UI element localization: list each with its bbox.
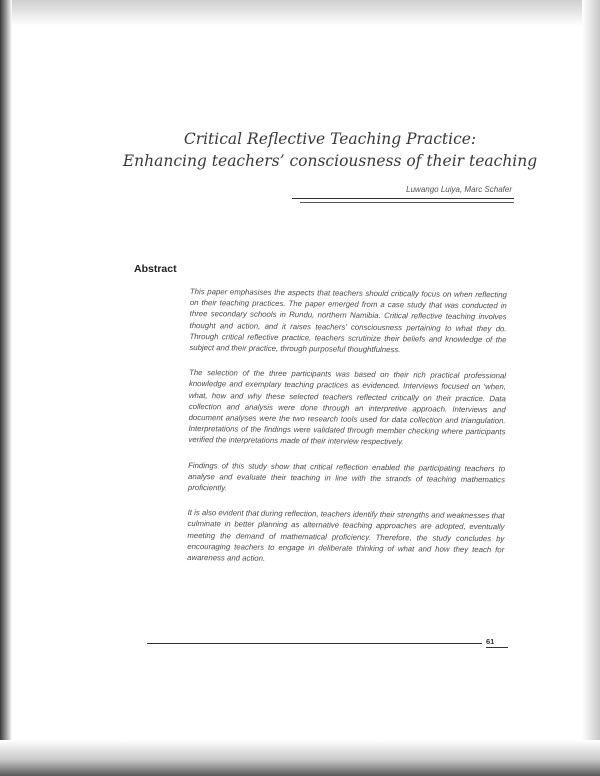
abstract-paragraph-3: Findings of this study show that critical reflection enabled the participating teachers to analyse and evaluate their teaching in line with the strands of teaching mathematics proficiently.: [187, 460, 506, 493]
author-line: Luwango Luiya, Marc Schafer: [406, 185, 512, 194]
abstract-heading: Abstract: [134, 263, 177, 275]
abstract-paragraph-1: This paper emphasises the aspects that teachers should critically focus on when reflecting on their teaching practices. The paper emerged from a case study that was conducted in three secondary schools in Rundu, northern Namibia. Critical reflective teaching involves thought and action, and it raises teachers’ consciousness pertaining to what they do. Through critical reflective practice, teachers scrutinize their beliefs and knowledge of the subject and their practice, through purposeful thoughtfulness.: [189, 286, 507, 355]
abstract-paragraph-4: It is also evident that during reflection, teachers identify their strengths and weaknesses that culminate in better planning as alternative teaching approaches are adopted, eventually meeting the demand of mathematical proficiency. Therefore, the study concludes by encouraging teachers to engage in deliberate thinking of what and how they teach for awareness and action.: [187, 508, 505, 563]
scan-shadow-bottom: [0, 740, 600, 776]
page-number: 61: [486, 637, 495, 646]
abstract-paragraph-2: The selection of the three participants was based on their rich practical professional knowledge and exemplary teaching practices as evidenced. Interviews focused on ‘when, what, how and why these selected teachers reflected critically on their practice. Data collection and analysis were done through an interpretive approach. Interviews and document analyses were the two research tools used for data collection and triangulation. Interpretations of the findings were validated through member checking where participants verified the interpretations made of their interview respectively.: [188, 368, 507, 447]
scan-shadow-right: [582, 0, 600, 776]
footer-rule-end: [486, 647, 508, 648]
scan-shadow-top: [0, 0, 600, 26]
title-divider-bottom: [300, 202, 514, 203]
abstract-body: [187, 286, 507, 581]
footer-rule: [147, 643, 482, 644]
title-divider-top: [292, 198, 514, 199]
paper-title: [120, 128, 540, 172]
paper-title-line-1: Critical Reflective Teaching Practice:: [183, 130, 477, 148]
scan-shadow-left: [0, 0, 12, 776]
paper-title-line-2: Enhancing teachers’ consciousness of their teaching: [122, 152, 538, 170]
